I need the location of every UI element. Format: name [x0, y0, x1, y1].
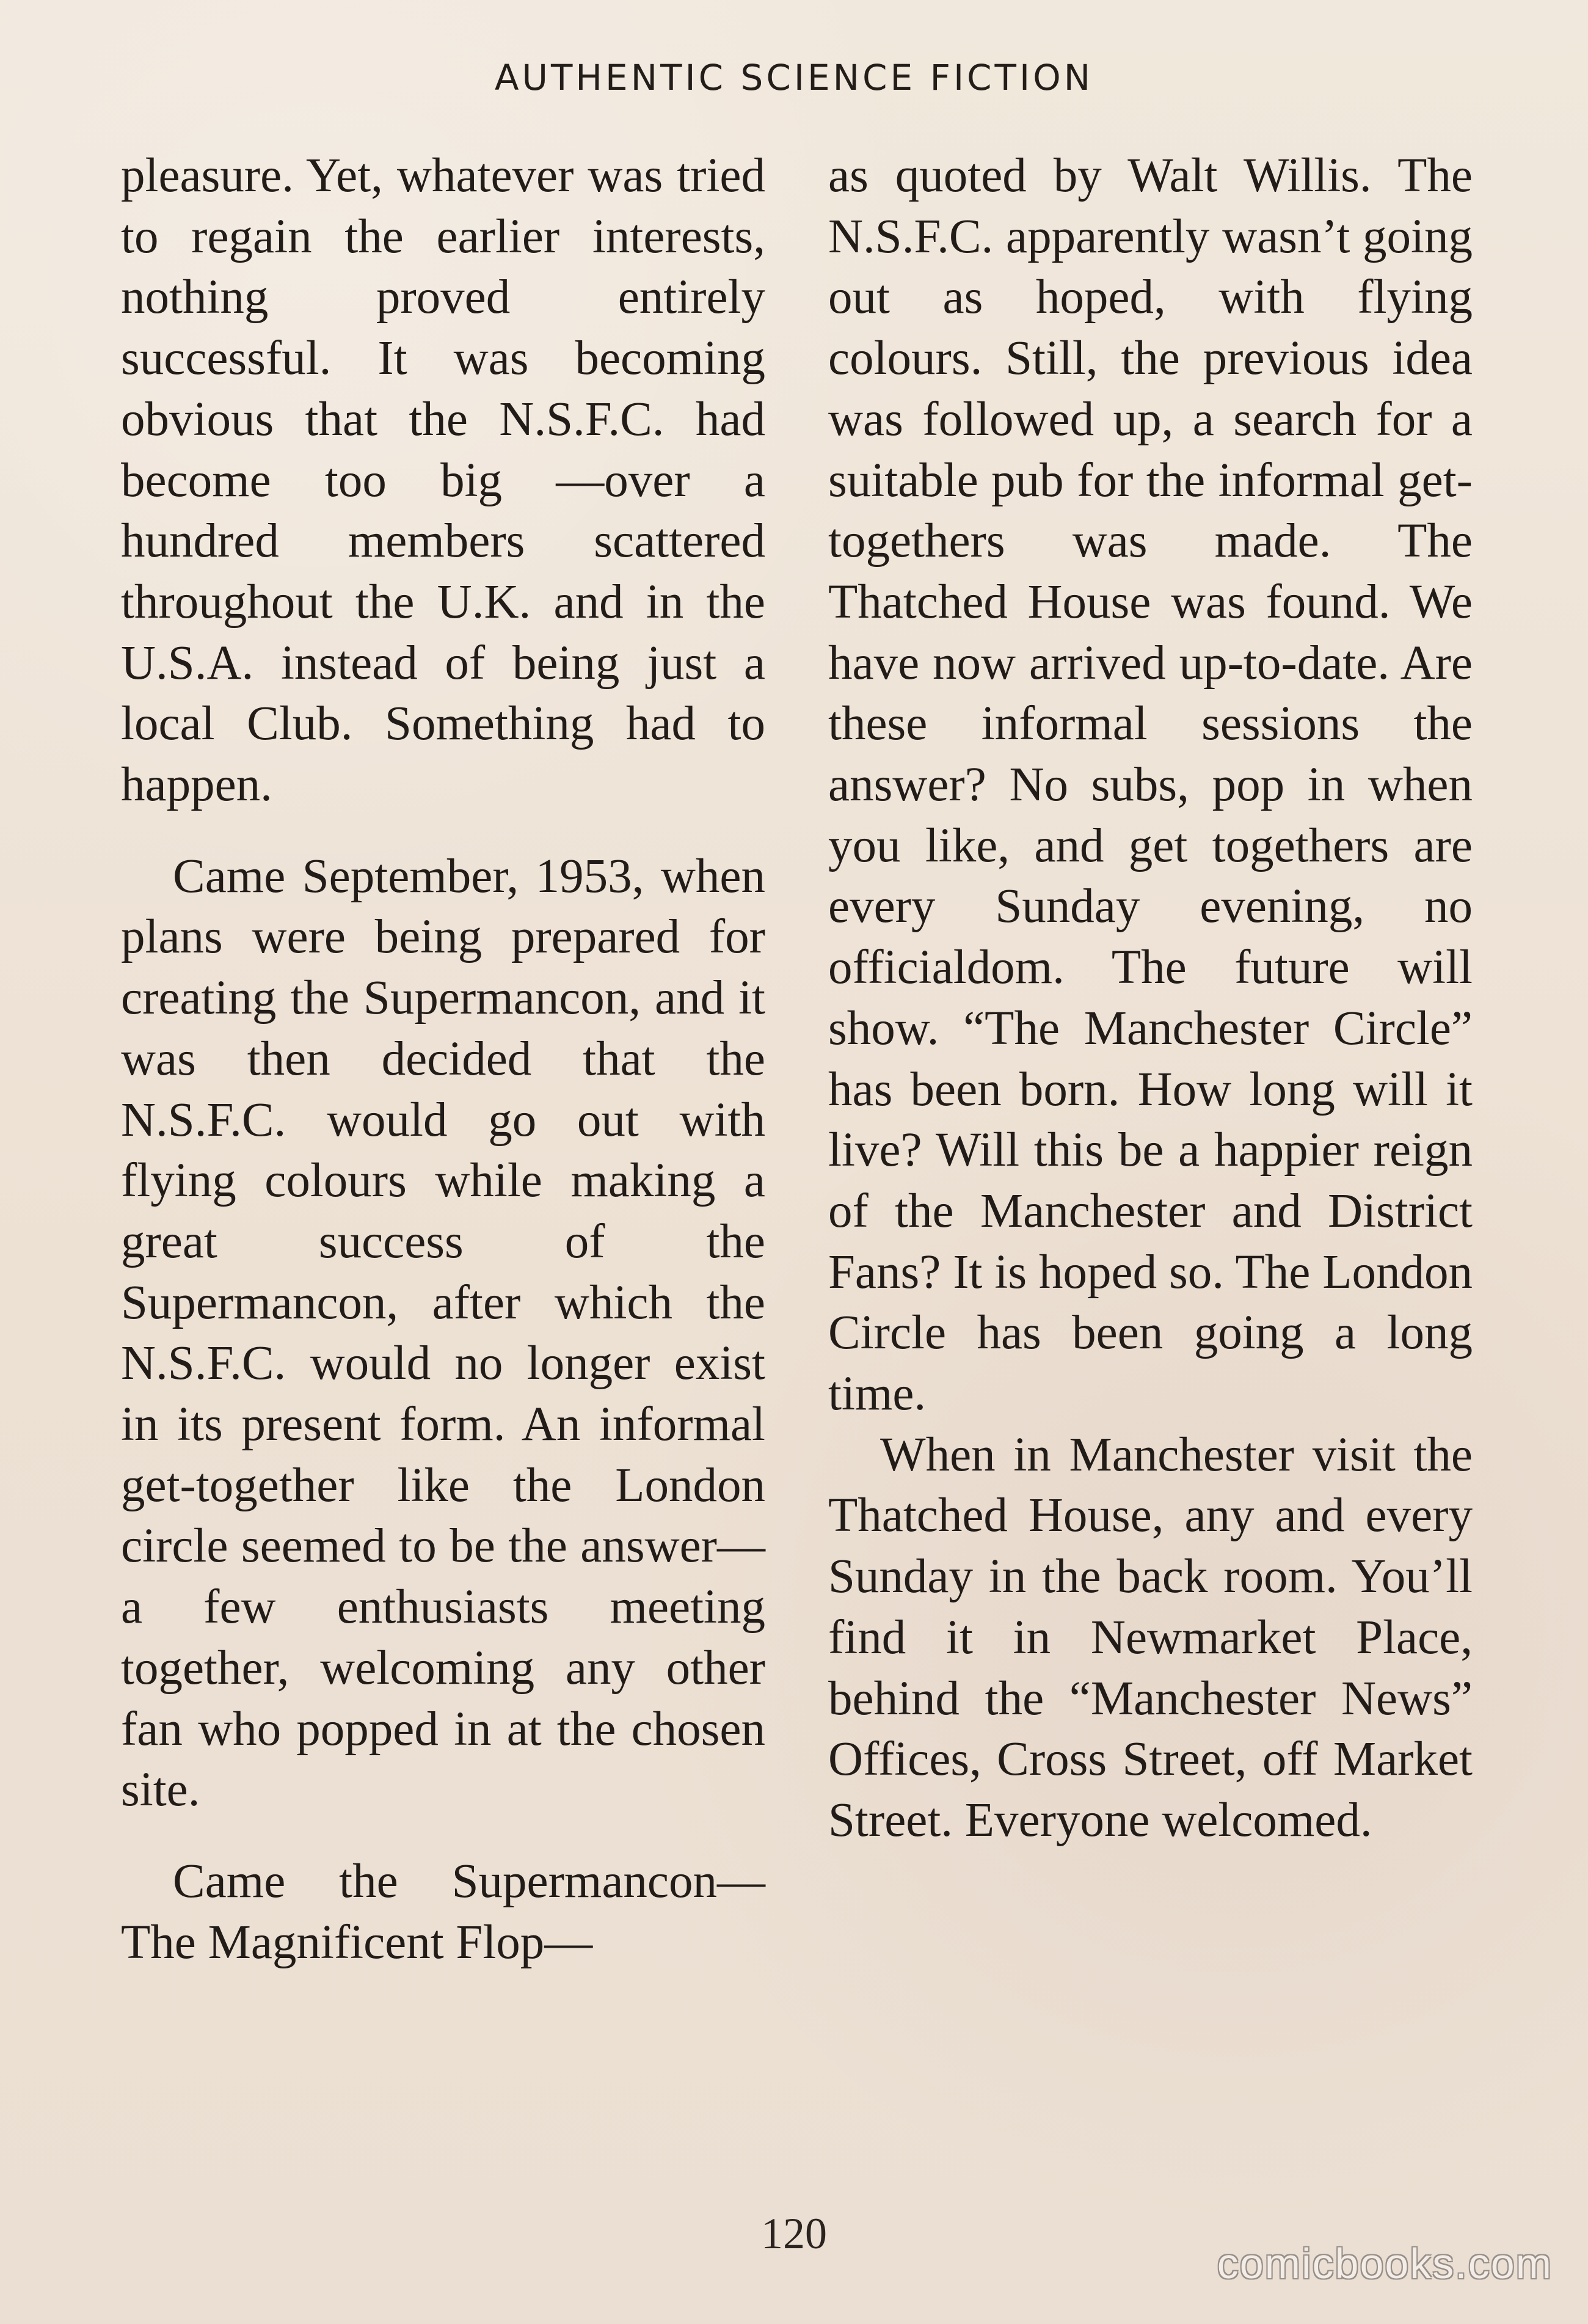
- paragraph-gap: [121, 1821, 765, 1851]
- left-column: [121, 145, 765, 1973]
- left-paragraph-3: Came the Supermancon— The Magnificent Flop—: [121, 1854, 765, 1969]
- paragraph-gap: [121, 816, 765, 846]
- left-paragraph-2: Came September, 1953, when plans were being prepared for creating the Supermancon, and it was then decided that the N.S.F.C. would go out with flying colours while making a great success of the Supermancon, after which the N.S.F.C. would no longer exist in its present form. An informal get-together like the London circle seemed to be the answer—a few enthusiasts meeting together, welcoming any other fan who popped in at the chosen site.: [121, 849, 765, 1817]
- page-number: 120: [761, 2209, 827, 2258]
- watermark: comicbooks.com: [1217, 2240, 1553, 2287]
- left-paragraph-1: pleasure. Yet, whatever was tried to regain the earlier interests, nothing proved entirely successful. It was becoming obvious that the N.S.F.C. had become too big —over a hundred members scattered throughout the U.K. and in the U.S.A. instead of being just a local Club. Something had to happen.: [121, 149, 765, 812]
- right-paragraph-2: When in Manchester visit the Thatched House, any and every Sunday in the back room. You’ll find it in Newmarket Place, behind the “Manchester News” Offices, Cross Street, off Market Street. Everyone welcomed.: [828, 1428, 1473, 1847]
- right-paragraph-1: as quoted by Walt Willis. The N.S.F.C. apparently wasn’t going out as hoped, with flying colours. Still, the previous idea was followed up, a search for a suitable pub for the informal get-togethers was made. The Thatched House was found. We have now arrived up-to-date. Are these informal sessions the answer? No subs, pop in when you like, and get togethers are every Sunday evening, no officialdom. The future will show. “The Manchester Circle” has been born. How long will it live? Will this be a happier reign of the Manchester and District Fans? It is hoped so. The London Circle has been going a long time.: [828, 149, 1473, 1421]
- right-column: [828, 145, 1473, 1851]
- running-head: AUTHENTIC SCIENCE FICTION: [494, 57, 1094, 98]
